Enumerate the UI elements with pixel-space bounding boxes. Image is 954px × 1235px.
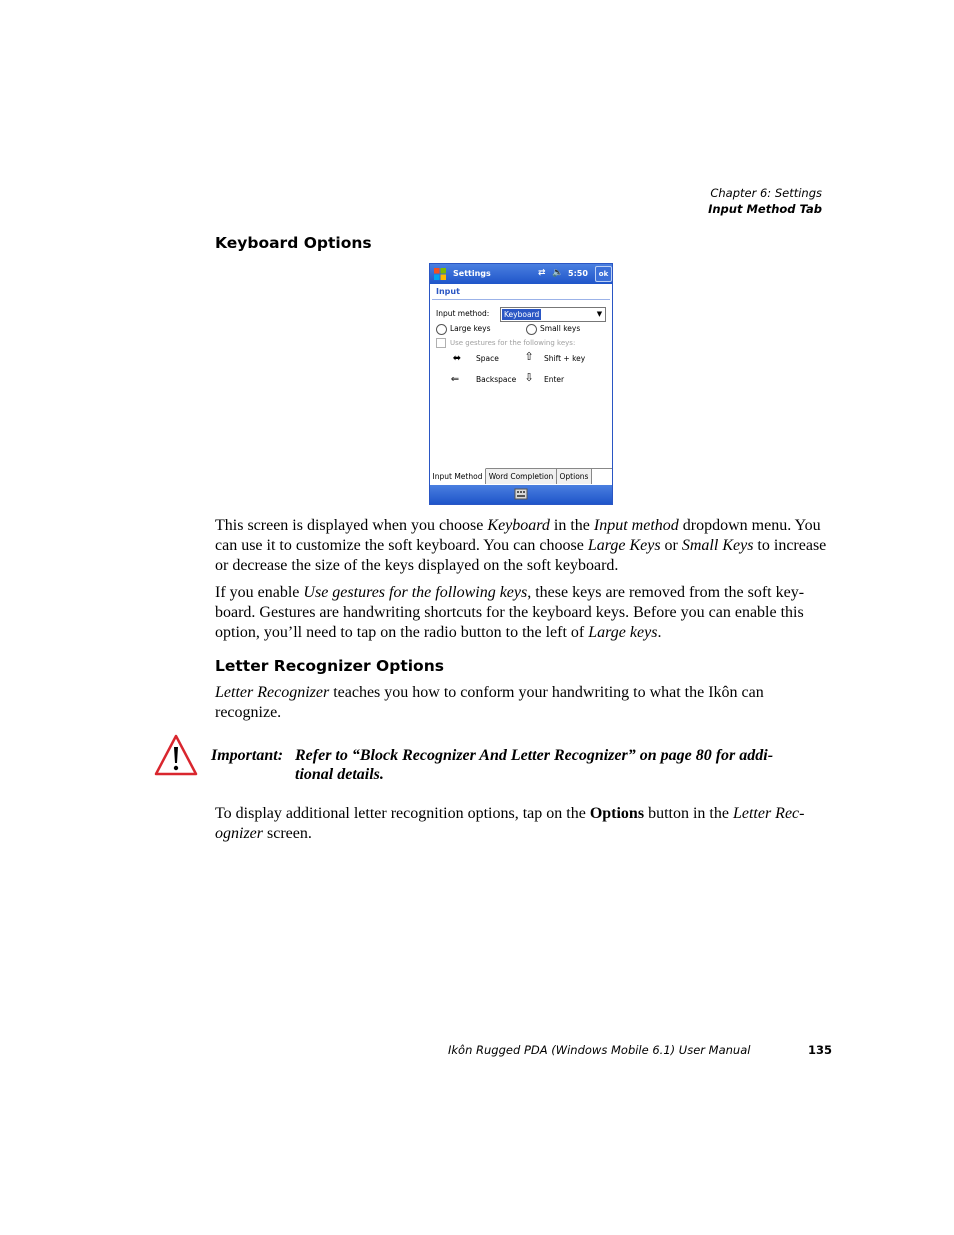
running-header-section: Input Method Tab — [708, 202, 822, 216]
pda-dropdown-value: Keyboard — [504, 310, 540, 319]
running-header-chapter: Chapter 6: Settings — [710, 186, 822, 200]
gesture-space-icon: ⬌ — [452, 353, 462, 364]
heading-keyboard-options: Keyboard Options — [215, 234, 372, 252]
sync-arrows-icon: ⇄ — [538, 268, 546, 278]
gesture-enter-icon: ⇩ — [524, 371, 534, 384]
pda-gestures-label: Use gestures for the following keys: — [450, 339, 576, 347]
page-number: 135 — [808, 1043, 833, 1057]
pda-gesture-space: Space — [476, 354, 499, 363]
pda-small-keys-label: Small keys — [540, 324, 581, 333]
pda-title-bar — [430, 264, 612, 284]
pda-ok-button: ok — [595, 266, 612, 282]
chevron-down-icon: ▼ — [596, 310, 603, 318]
pda-gestures-checkbox — [436, 338, 446, 348]
gesture-shift-icon: ⇧ — [524, 350, 534, 363]
pda-divider — [432, 299, 610, 300]
pda-bottom-bar — [430, 485, 612, 504]
pda-tab-bar — [430, 468, 612, 485]
pda-small-keys-radio — [526, 324, 537, 335]
pda-input-method-dropdown — [500, 307, 606, 322]
paragraph-letter-recognizer: Letter Recognizer teaches you how to conform your handwriting to what the Ikôn can recognize. — [215, 684, 764, 721]
pda-screenshot — [429, 263, 613, 505]
pda-tab-options: Options — [557, 469, 592, 484]
pda-large-keys-radio — [436, 324, 447, 335]
volume-icon: 🔈 — [552, 268, 564, 278]
heading-letter-recognizer-options: Letter Recognizer Options — [215, 657, 444, 675]
gesture-backspace-icon: ⇐ — [450, 374, 460, 385]
paragraph-keyboard-screen: This screen is displayed when you choose Keyboard in the Input method dropdown menu. You can use it to customize the soft keyboard. You can choose Large Keys or Small Keys to increase or decrease the size of the keys displayed on the soft keyboard. — [215, 517, 827, 574]
paragraph-gestures: If you enable Use gestures for the following keys, these keys are removed from the soft key-board. Gestures are handwriting shortcuts for the keyboard keys. Before you can enable this option, you’ll need to tap on the radio button to the left of Large keys. — [215, 584, 805, 641]
pda-tab-word-completion: Word Completion — [486, 469, 557, 484]
footer-manual-title: Ikôn Rugged PDA (Windows Mobile 6.1) User Manual — [448, 1043, 751, 1057]
pda-title: Settings — [453, 269, 491, 278]
pda-subtitle: Input — [436, 287, 460, 296]
pda-clock: 5:50 — [568, 269, 588, 278]
pda-large-keys-label: Large keys — [450, 324, 491, 333]
keyboard-icon — [514, 488, 528, 500]
paragraph-options: To display additional letter recognition options, tap on the Options button in the Letter Rec-ognizer screen. — [215, 805, 805, 842]
warning-icon — [154, 734, 198, 776]
pda-input-method-label: Input method: — [436, 309, 490, 318]
windows-logo-icon — [433, 267, 447, 281]
important-text: Refer to “Block Recognizer And Letter Recognizer” on page 80 for addi-tional details. — [295, 747, 774, 783]
pda-tab-input-method: Input Method — [430, 468, 486, 484]
pda-gesture-enter: Enter — [544, 375, 565, 384]
pda-gesture-backspace: Backspace — [476, 375, 517, 384]
important-label: Important: — [211, 747, 284, 764]
pda-gesture-shift: Shift + key — [544, 354, 586, 363]
